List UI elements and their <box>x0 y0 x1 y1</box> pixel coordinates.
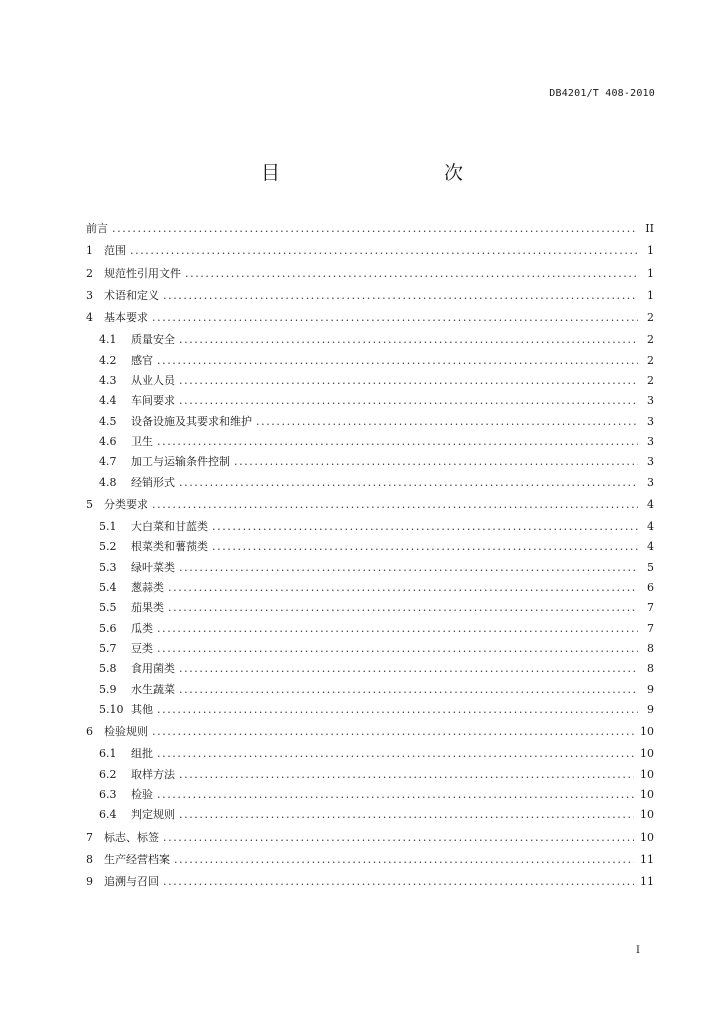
toc-entry[interactable] <box>86 722 654 742</box>
toc-entry-number: 8 <box>86 852 93 866</box>
standard-code: DB4201/T 408-2010 <box>549 88 655 99</box>
toc-entry-title: 食用菌类 <box>131 662 175 676</box>
toc-entry-title: 从业人员 <box>131 374 175 388</box>
toc-entry-title: 取样方法 <box>131 767 175 781</box>
toc-entry[interactable] <box>86 351 654 371</box>
toc-entry-number: 3 <box>86 288 93 302</box>
toc-entry-page: 2 <box>647 353 654 367</box>
toc-entry-page: 1 <box>647 288 654 302</box>
toc-entry-label <box>99 330 175 350</box>
toc-entry-page: 7 <box>647 621 654 635</box>
dot-leader <box>179 805 634 825</box>
toc-entry-number: 5.9 <box>99 682 117 696</box>
toc-entry-title: 卫生 <box>131 434 153 448</box>
toc-entry-page: 10 <box>640 725 654 739</box>
toc-entry[interactable] <box>86 785 654 805</box>
toc-entry-label <box>99 432 153 452</box>
toc-entry-page: 3 <box>647 394 654 408</box>
toc-entry-page: 8 <box>647 662 654 676</box>
toc-entry-title: 基本要求 <box>104 311 148 325</box>
toc-entry-page: 11 <box>640 875 654 889</box>
toc-entry-label <box>99 785 153 805</box>
toc-entry-label <box>99 371 175 391</box>
table-of-contents <box>86 219 654 893</box>
toc-entry-title: 绿叶菜类 <box>131 560 175 574</box>
toc-entry-number: 6.2 <box>99 767 117 781</box>
toc-entry-page: 2 <box>647 311 654 325</box>
dot-leader <box>185 264 638 284</box>
dot-leader <box>152 308 638 328</box>
toc-entry-page: 3 <box>647 455 654 469</box>
toc-entry-label <box>99 412 252 432</box>
toc-entry[interactable] <box>86 412 654 432</box>
toc-entry[interactable] <box>86 473 654 493</box>
dot-leader <box>157 785 634 805</box>
toc-entry-page: 9 <box>647 702 654 716</box>
toc-entry-label <box>86 308 148 328</box>
toc-entry-title: 检验规则 <box>104 725 148 739</box>
toc-entry-title: 前言 <box>86 222 108 235</box>
page-number: I <box>636 945 640 956</box>
toc-entry[interactable] <box>86 700 654 720</box>
toc-entry-number: 5.1 <box>99 520 117 534</box>
toc-entry[interactable] <box>86 659 654 679</box>
toc-entry-number: 5.6 <box>99 621 117 635</box>
toc-entry-label <box>99 598 164 618</box>
toc-entry-page: 11 <box>640 852 654 866</box>
toc-entry[interactable] <box>86 639 654 659</box>
toc-entry-number: 6.4 <box>99 808 117 822</box>
toc-entry-title: 根菜类和薯蓣类 <box>131 540 208 554</box>
toc-entry-title: 质量安全 <box>131 333 175 347</box>
dot-leader <box>163 872 634 892</box>
toc-entry[interactable] <box>86 286 654 306</box>
toc-entry-number: 4.5 <box>99 414 117 428</box>
toc-entry-title: 感官 <box>131 353 153 367</box>
toc-entry-number: 5.5 <box>99 601 117 615</box>
toc-entry-number: 5.2 <box>99 540 117 554</box>
toc-entry-label <box>99 680 175 700</box>
toc-entry-label <box>86 722 148 742</box>
toc-entry-number: 6 <box>86 725 93 739</box>
dot-leader <box>163 286 638 306</box>
toc-entry-label <box>99 558 175 578</box>
toc-entry-page: 10 <box>640 808 654 822</box>
toc-entry-title: 分类要求 <box>104 497 148 511</box>
toc-entry[interactable] <box>86 578 654 598</box>
toc-entry-number: 9 <box>86 875 93 889</box>
toc-entry[interactable] <box>86 517 654 537</box>
toc-entry-label <box>99 391 175 411</box>
toc-entry-page: 3 <box>647 414 654 428</box>
toc-entry[interactable] <box>86 558 654 578</box>
dot-leader <box>212 517 638 537</box>
dot-leader <box>152 495 638 515</box>
toc-entry[interactable] <box>86 765 654 785</box>
toc-entry-page: 8 <box>647 641 654 655</box>
toc-entry-label <box>99 452 230 472</box>
dot-leader <box>168 578 638 598</box>
toc-entry-number: 7 <box>86 830 93 844</box>
dot-leader <box>168 598 638 618</box>
dot-leader <box>179 473 638 493</box>
toc-entry-number: 5.4 <box>99 581 117 595</box>
dot-leader <box>256 412 638 432</box>
dot-leader <box>152 722 634 742</box>
toc-entry-label <box>99 473 175 493</box>
toc-entry-label <box>86 219 108 239</box>
toc-entry-label <box>86 495 148 515</box>
toc-entry-number: 4.8 <box>99 475 117 489</box>
toc-entry-number: 5 <box>86 497 93 511</box>
toc-entry-number: 5.3 <box>99 560 117 574</box>
toc-entry-number: 5.8 <box>99 662 117 676</box>
dot-leader <box>157 351 638 371</box>
toc-entry-page: 3 <box>647 475 654 489</box>
toc-entry-number: 4.7 <box>99 455 117 469</box>
toc-entry-number: 2 <box>86 266 93 280</box>
dot-leader <box>130 241 638 261</box>
toc-entry-number: 6.3 <box>99 788 117 802</box>
toc-entry[interactable] <box>86 391 654 411</box>
dot-leader <box>157 432 638 452</box>
dot-leader <box>212 537 638 557</box>
toc-entry-number: 5.7 <box>99 641 117 655</box>
toc-entry[interactable] <box>86 452 654 472</box>
toc-entry-number: 6.1 <box>99 747 117 761</box>
toc-entry-title: 组批 <box>131 747 153 761</box>
toc-entry-label <box>99 659 175 679</box>
toc-entry[interactable] <box>86 330 654 350</box>
toc-entry-title: 车间要求 <box>131 394 175 408</box>
dot-leader <box>163 828 634 848</box>
dot-leader <box>179 680 638 700</box>
toc-entry-page: 7 <box>647 601 654 615</box>
dot-leader <box>157 744 634 764</box>
toc-entry[interactable] <box>86 805 654 825</box>
toc-entry-title: 生产经营档案 <box>104 852 170 866</box>
toc-entry[interactable] <box>86 744 654 764</box>
toc-entry-page: 6 <box>647 581 654 595</box>
toc-entry[interactable] <box>86 828 654 848</box>
toc-entry-title: 豆类 <box>131 641 153 655</box>
toc-entry-page: 1 <box>647 266 654 280</box>
toc-entry[interactable] <box>86 308 654 328</box>
dot-leader <box>112 219 638 239</box>
toc-entry-page: 10 <box>640 767 654 781</box>
toc-title: 目 次 <box>260 162 505 184</box>
toc-entry-title: 水生蔬菜 <box>131 682 175 696</box>
toc-entry-label <box>99 578 164 598</box>
dot-leader <box>234 452 638 472</box>
dot-leader <box>157 619 638 639</box>
toc-entry-title: 判定规则 <box>131 808 175 822</box>
toc-entry-number: 4.6 <box>99 434 117 448</box>
toc-entry-label <box>99 537 208 557</box>
dot-leader <box>179 558 638 578</box>
dot-leader <box>157 639 638 659</box>
toc-entry-label <box>86 850 170 870</box>
toc-entry[interactable] <box>86 598 654 618</box>
toc-entry[interactable] <box>86 432 654 452</box>
toc-entry[interactable] <box>86 680 654 700</box>
toc-entry-label <box>99 700 153 720</box>
dot-leader <box>179 765 634 785</box>
toc-entry[interactable] <box>86 219 654 239</box>
toc-entry-title: 经销形式 <box>131 475 175 489</box>
toc-entry-number: 4.1 <box>99 333 117 347</box>
toc-entry-title: 术语和定义 <box>104 288 159 302</box>
toc-entry-title: 追溯与召回 <box>104 875 159 889</box>
toc-entry-title: 其他 <box>131 702 153 716</box>
toc-entry[interactable] <box>86 495 654 515</box>
toc-entry-number: 4 <box>86 311 93 325</box>
toc-entry[interactable] <box>86 619 654 639</box>
toc-entry-number: 4.2 <box>99 353 117 367</box>
toc-entry-label <box>99 805 175 825</box>
toc-entry-page: 5 <box>647 560 654 574</box>
toc-entry-title: 葱蒜类 <box>131 581 164 595</box>
toc-entry-page: II <box>645 222 654 235</box>
toc-entry-page: 2 <box>647 374 654 388</box>
toc-entry-title: 标志、标签 <box>104 830 159 844</box>
toc-entry-page: 3 <box>647 434 654 448</box>
toc-entry[interactable] <box>86 872 654 892</box>
toc-entry-title: 检验 <box>131 788 153 802</box>
toc-entry[interactable] <box>86 264 654 284</box>
toc-entry-page: 4 <box>647 520 654 534</box>
toc-entry-page: 4 <box>647 497 654 511</box>
toc-entry-label <box>86 286 159 306</box>
toc-entry-page: 10 <box>640 788 654 802</box>
toc-entry-label <box>86 872 159 892</box>
dot-leader <box>179 371 638 391</box>
toc-entry-label <box>99 619 153 639</box>
toc-entry-title: 加工与运输条件控制 <box>131 455 230 469</box>
toc-entry-title: 茄果类 <box>131 601 164 615</box>
toc-entry-label <box>99 351 153 371</box>
dot-leader <box>179 330 638 350</box>
toc-entry[interactable] <box>86 537 654 557</box>
dot-leader <box>179 659 638 679</box>
toc-entry-page: 4 <box>647 540 654 554</box>
toc-entry-label <box>86 264 181 284</box>
toc-entry-number: 1 <box>86 244 93 258</box>
toc-entry-page: 10 <box>640 830 654 844</box>
toc-entry-page: 10 <box>640 747 654 761</box>
toc-entry[interactable] <box>86 371 654 391</box>
toc-entry[interactable] <box>86 241 654 261</box>
toc-entry-page: 2 <box>647 333 654 347</box>
toc-entry-page: 9 <box>647 682 654 696</box>
dot-leader <box>157 700 638 720</box>
toc-entry-label <box>99 517 208 537</box>
toc-entry[interactable] <box>86 850 654 870</box>
toc-entry-number: 5.10 <box>99 702 124 716</box>
dot-leader <box>179 391 638 411</box>
toc-entry-label <box>86 828 159 848</box>
toc-entry-label <box>86 241 126 261</box>
toc-entry-title: 范围 <box>104 244 126 258</box>
toc-entry-label <box>99 639 153 659</box>
toc-entry-title: 大白菜和甘蓝类 <box>131 520 208 534</box>
toc-entry-title: 规范性引用文件 <box>104 266 181 280</box>
toc-entry-title: 设备设施及其要求和维护 <box>131 414 252 428</box>
toc-entry-title: 瓜类 <box>131 621 153 635</box>
dot-leader <box>174 850 634 870</box>
toc-entry-label <box>99 765 175 785</box>
toc-entry-label <box>99 744 153 764</box>
toc-entry-page: 1 <box>647 244 654 258</box>
toc-entry-number: 4.3 <box>99 374 117 388</box>
toc-entry-number: 4.4 <box>99 394 117 408</box>
